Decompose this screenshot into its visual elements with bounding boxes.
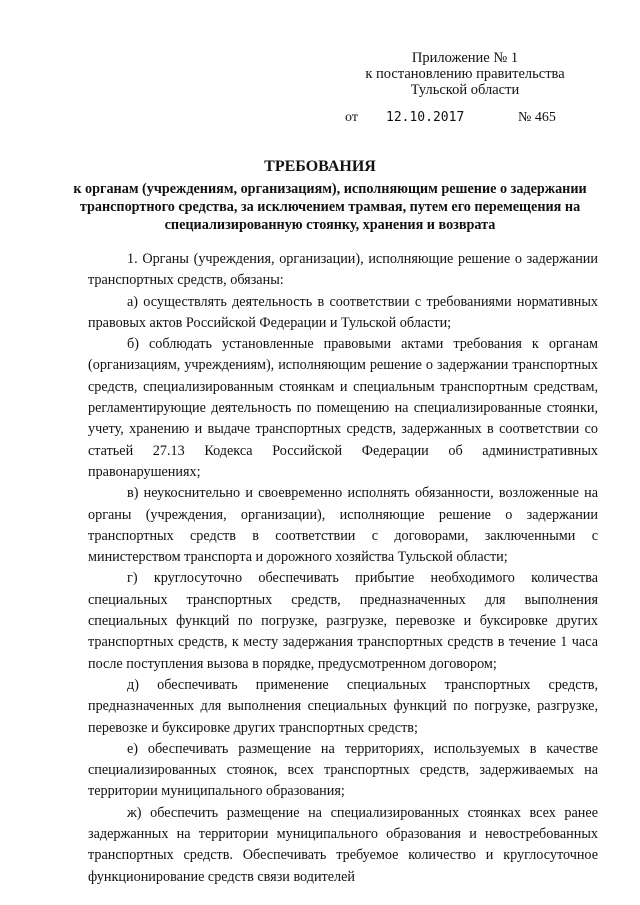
document-number: № 465	[518, 110, 556, 125]
paragraph-b: б) соблюдать установленные правовыми актами требования к органам (организациям, учреждениям), исполняющим решение о задержании транспортных средств, специализированным стоянкам и специальным транспортным средствам, регламентирующие деятельность по помещению на специализированные стоянки, учету, хранению и выдаче транспортных средств, задержанных в соответствии со статьей 27.13 Кодекса Российской Федерации об административных правонарушениях;	[88, 336, 598, 480]
document-body	[88, 249, 598, 888]
paragraph-g: г) круглосуточно обеспечивать прибытие необходимого количества специальных транспортных средств, предназначенных для выполнения специальных функций по погрузке, разгрузке, перевозке и буксировке других транспортных средств, к месту задержания транспортных средств в течение 1 часа после поступления вызова в порядке, предусмотренном договором;	[88, 570, 598, 672]
paragraph-v: в) неукоснительно и своевременно исполнять обязанности, возложенные на органы (учреждения, организации), исполняющие решение о задержании транспортных средств в соответствии с договорами, заключенными с министерством транспорта и дорожного хозяйства Тульской области;	[88, 485, 598, 566]
paragraph-1: 1. Органы (учреждения, организации), исполняющие решение о задержании транспортных средств, обязаны:	[88, 251, 598, 289]
document-subtitle: к органам (учреждениям, организациям), исполняющим решение о задержании транспортного средства, за исключением трамвая, путем его перемещения на специализированную стоянку, хранения и возврата	[73, 181, 587, 233]
date-prefix: от	[345, 110, 358, 125]
document-date: 12.10.2017	[386, 110, 465, 125]
appendix-header	[340, 50, 590, 98]
paragraph-d: д) обеспечивать применение специальных транспортных средств, предназначенных для выполнения специальных функций по погрузке, разгрузке, перевозке и буксировке других транспортных средств;	[88, 676, 598, 736]
paragraph-a: а) осуществлять деятельность в соответствии с требованиями нормативных правовых актов Российской Федерации и Тульской области;	[88, 293, 598, 331]
appendix-label: Приложение № 1	[411, 50, 519, 66]
resolution-label: к постановлению правительства	[365, 66, 565, 82]
region-label: Тульской области	[410, 82, 520, 98]
paragraph-zh: ж) обеспечить размещение на специализированных стоянках всех ранее задержанных на территории муниципального образования и невостребованных транспортных средств. Обеспечивать требуемое количество и круглосуточное функционирование средств связи водителей	[88, 804, 598, 885]
paragraph-e: е) обеспечивать размещение на территориях, используемых в качестве специализированных стоянок, всех транспортных средств, задерживаемых на территории муниципального образования;	[88, 740, 598, 800]
document-title: ТРЕБОВАНИЯ	[264, 158, 376, 175]
